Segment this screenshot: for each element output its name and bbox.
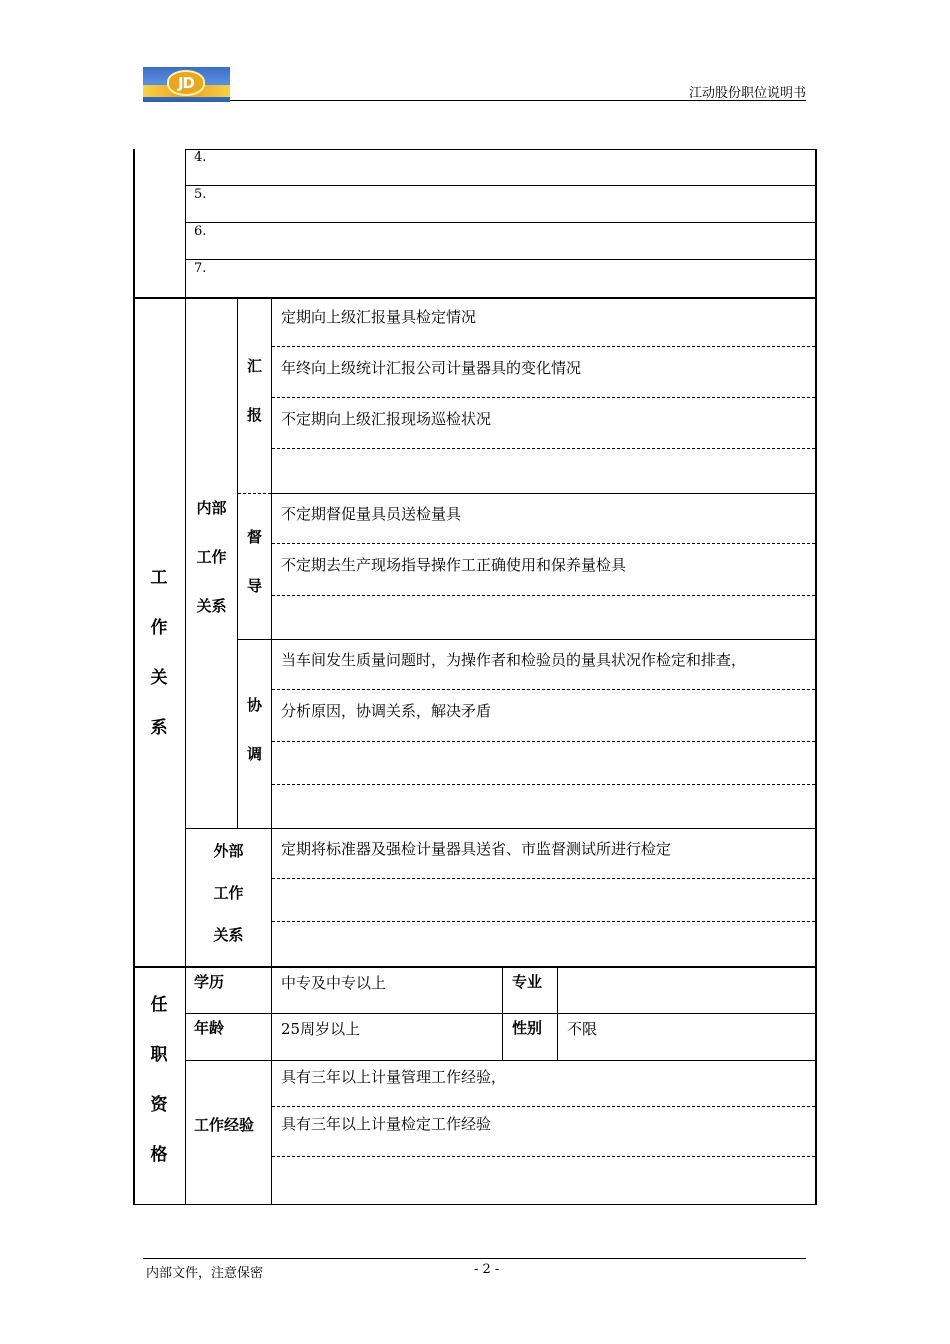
- supervise-line: 不定期督促量具员送检量具: [281, 505, 462, 523]
- dashed-line: [272, 1156, 815, 1157]
- dashed-line: [238, 493, 271, 494]
- col-divider-3: [271, 299, 272, 1205]
- external-line: 定期将标准器及强检计量器具送省、市监督测试所进行检定: [281, 840, 672, 858]
- age-label: 年龄: [194, 1019, 225, 1037]
- section-line: [133, 966, 817, 968]
- internal-label: 内部: [196, 499, 227, 517]
- external-label: 外部: [213, 842, 244, 860]
- logo-mark: [167, 70, 205, 96]
- row-line: [272, 493, 815, 494]
- report-line: 定期向上级汇报量具检定情况: [281, 308, 477, 326]
- duty-number: 4.: [194, 150, 207, 165]
- internal-label: 工作: [196, 548, 227, 566]
- footer-rule: [143, 1258, 806, 1259]
- col-divider-4: [502, 968, 503, 1060]
- row-line: [185, 149, 816, 150]
- report-line: 不定期向上级汇报现场巡检状况: [281, 410, 492, 428]
- section-label-char: 作: [150, 618, 168, 638]
- table-bottom-border: [133, 1204, 817, 1205]
- document-title: 江动股份职位说明书: [688, 86, 806, 101]
- dashed-line: [272, 741, 815, 742]
- col-divider-5: [557, 968, 558, 1060]
- row-line: [185, 828, 815, 829]
- row-line: [185, 185, 816, 186]
- section-label-char: 工: [150, 568, 168, 588]
- footer-note: 内部文件，注意保密: [146, 1266, 264, 1281]
- gender-label: 性别: [512, 1019, 543, 1037]
- experience-label: 工作经验: [194, 1116, 255, 1134]
- dashed-line: [272, 784, 815, 785]
- logo-text: JD: [177, 74, 195, 92]
- supervise-label-char: 导: [246, 577, 262, 595]
- dashed-line: [272, 346, 815, 347]
- section-label-char: 职: [150, 1045, 168, 1065]
- supervise-line: 不定期去生产现场指导操作工正确使用和保养量检具: [281, 556, 627, 574]
- coordinate-label-char: 调: [246, 745, 262, 763]
- section-label-char: 任: [150, 995, 168, 1015]
- table-right-border: [815, 149, 817, 1205]
- dashed-line: [272, 448, 815, 449]
- duty-number: 6.: [194, 224, 207, 239]
- dashed-line: [272, 1106, 815, 1107]
- row-line: [238, 639, 815, 640]
- row-line: [185, 259, 816, 260]
- section-label-char: 关: [150, 668, 168, 688]
- dashed-line: [272, 595, 815, 596]
- dashed-line: [272, 921, 815, 922]
- coordinate-line: 分析原因，协调关系，解决矛盾: [281, 702, 492, 720]
- external-label: 工作: [213, 884, 244, 902]
- dashed-line: [272, 397, 815, 398]
- gender-value: 不限: [567, 1020, 598, 1038]
- major-label: 专业: [512, 973, 543, 991]
- section-label-char: 资: [150, 1095, 168, 1115]
- report-label-char: 报: [246, 406, 262, 424]
- row-line: [185, 1013, 815, 1014]
- supervise-label-char: 督: [246, 528, 262, 546]
- duty-number: 7.: [194, 261, 207, 276]
- experience-line: 具有三年以上计量管理工作经验，: [281, 1068, 507, 1086]
- experience-line: 具有三年以上计量检定工作经验: [281, 1115, 492, 1133]
- col-divider-1: [185, 149, 186, 1205]
- dashed-line: [272, 543, 815, 544]
- internal-label: 关系: [196, 597, 227, 615]
- education-label: 学历: [194, 973, 225, 991]
- education-value: 中专及中专以上: [281, 974, 387, 992]
- coordinate-line: 当车间发生质量问题时，为操作者和检验员的量具状况作检定和排查，: [281, 651, 747, 669]
- section-label-char: 系: [150, 718, 168, 738]
- row-line: [185, 222, 816, 223]
- row-line: [185, 1060, 815, 1061]
- dashed-line: [272, 689, 815, 690]
- external-label: 关系: [213, 926, 244, 944]
- duty-number: 5.: [194, 187, 207, 202]
- company-logo: [143, 67, 230, 102]
- section-line: [133, 297, 817, 299]
- page-number: - 2 -: [474, 1262, 500, 1277]
- report-label-char: 汇: [246, 357, 262, 375]
- age-value: 25周岁以上: [281, 1020, 361, 1038]
- dashed-line: [272, 878, 815, 879]
- coordinate-label-char: 协: [246, 696, 262, 714]
- section-label-char: 格: [150, 1145, 168, 1165]
- report-line: 年终向上级统计汇报公司计量器具的变化情况: [281, 359, 582, 377]
